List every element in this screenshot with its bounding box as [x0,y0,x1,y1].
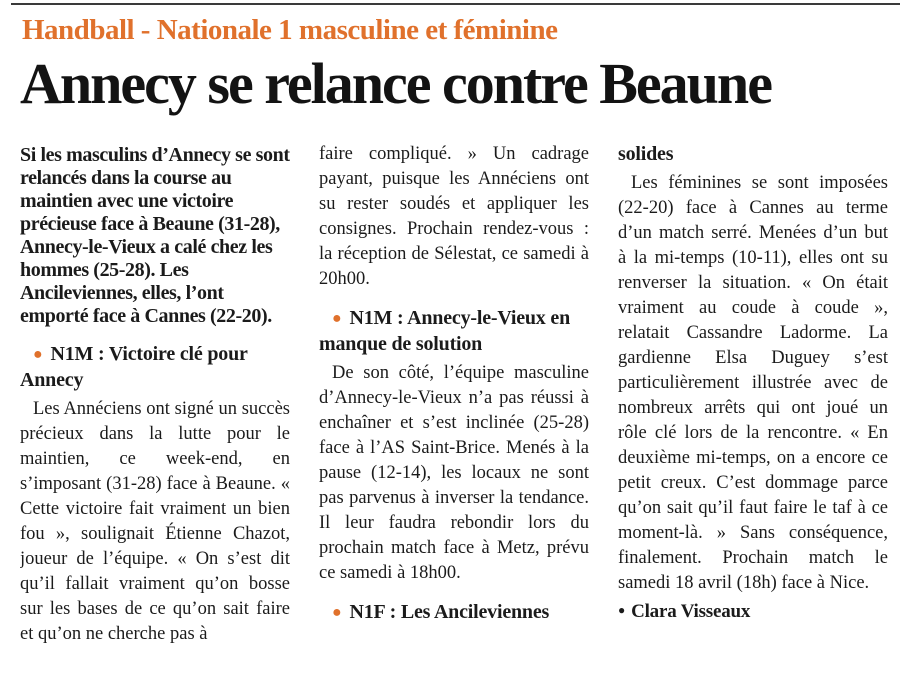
article-columns [20,142,890,675]
intro-paragraph: Si les masculins d’Annecy se sont relancés dans la course au maintien avec une victoire précieuse face à Beaune (31-28), Annecy-le-Vieux a calé chez les hommes (25-28). Les Ancileviennes, elles, l’ont emporté face à Cannes (22-20). [20,144,290,327]
body-paragraph: Les Annéciens ont signé un succès précieux dans la lutte pour le maintien, ce week-end, en s’imposant (31-28) face à Beaune. « Cette victoire fait vraiment un bien fou », soulignait Étienne Chazot, joueur de l’équipe. « On s’est dit qu’il fallait vraiment qu’on bosse sur les bases de ce qu’on sait faire et qu’on ne cherche pas à [20,399,290,644]
bullet-icon: ● [332,604,342,621]
subhead-continuation: solides [618,143,674,165]
subhead-n1m-victoire [20,342,290,393]
bullet-icon: ● [332,310,342,327]
column-1 [20,142,290,675]
subhead-label: N1M : Victoire clé pour Annecy [20,343,248,391]
subhead-n1m-annecy-le-vieux [319,306,589,357]
subhead-n1f-ancileviennes [319,600,589,626]
bullet-icon: ● [33,346,43,363]
top-rule [11,3,900,5]
byline [618,599,888,626]
body-paragraph: De son côté, l’équipe masculine d’Annecy-le-Vieux n’a pas réussi à enchaîner et s’est inclinée (25-28) face à l’AS Saint-Brice. Menés à la pause (12-14), les locaux ne sont pas parvenus à inverser la tendance. Il leur faudra rebondir lors du prochain match face à Metz, prévu ce samedi à 18h00. [319,363,589,583]
article-headline: Annecy se relance contre Beaune [20,51,771,116]
body-paragraph: Les féminines se sont imposées (22-20) face à Cannes au terme d’un match serré. Menées d’un but à la mi-temps (10-11), elles ont su renverser la situation. « On était vraiment au coude à coude », relatait Cassandre Ladorme. La gardienne Elsa Duguey s’est particulièrement illustrée avec de nombreux arrêts qui ont joué un rôle clé lors de la rencontre. « En deuxième mi-temps, on a encore ce petit creux. C’est dommage parce qu’on sait qu’il faut faire le taf à ce moment-là. » Sans conséquence, finalement. Prochain match le samedi 18 avril (18h) face à Nice. [618,173,888,593]
column-3 [618,142,888,675]
body-paragraph-continued: faire compliqué. » Un cadrage payant, puisque les Annéciens ont su rester soudés et appliquer les consignes. Prochain rendez-vous : la réception de Sélestat, ce samedi à 20h00. [319,144,589,289]
subhead-label: N1M : Annecy-le-Vieux en manque de solution [319,307,571,355]
article-kicker: Handball - Nationale 1 masculine et féminine [22,14,558,46]
byline-author: Clara Visseaux [631,601,751,622]
subhead-label: N1F : Les Ancileviennes [349,601,550,623]
byline-bullet-icon: ● [618,603,626,617]
column-2 [319,142,589,675]
